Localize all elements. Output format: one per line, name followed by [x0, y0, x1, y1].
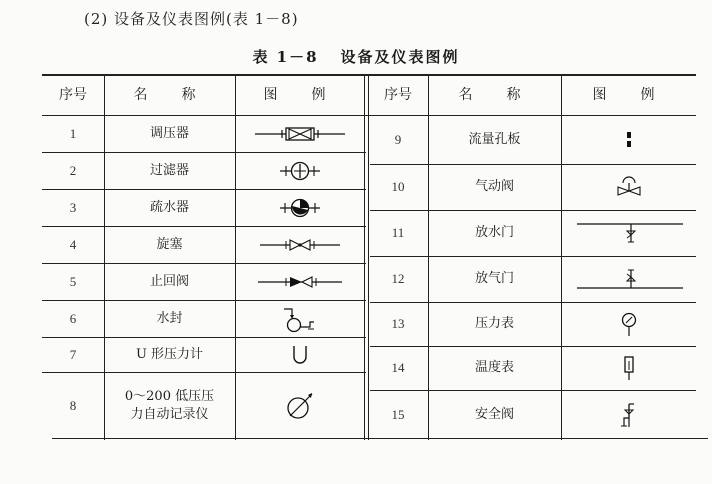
filter-icon — [235, 152, 364, 189]
center-double-rule — [364, 74, 365, 440]
table-row-name: 放气门 — [474, 271, 514, 286]
table-row-name-line: 力自动记录仪 — [130, 407, 209, 422]
thermometer-icon — [561, 346, 696, 390]
table-row-name: 旋塞 — [156, 236, 183, 252]
pressure-recorder-icon — [235, 372, 364, 440]
table-row-index: 8 — [69, 398, 77, 413]
u-tube-manometer-icon — [235, 337, 364, 372]
table-row-name: 调压器 — [149, 125, 189, 141]
table-row-name: 安全阀 — [474, 407, 514, 422]
table-row-name-line: 0～200 低压压 — [124, 389, 215, 404]
table-row-index: 9 — [394, 131, 402, 147]
table-row-index: 1 — [69, 125, 77, 141]
safety-valve-icon — [561, 390, 696, 440]
table-row-name: 水封 — [156, 310, 183, 326]
water-seal-icon — [235, 300, 364, 337]
section-heading: (2) 设备及仪表图例(表 1－8) — [84, 10, 299, 28]
table-caption — [0, 46, 712, 67]
pressure-regulator-icon — [235, 115, 364, 152]
table-row-index: 15 — [391, 407, 405, 422]
table-number: 表 1－8 — [252, 48, 319, 66]
header-name-right: 名 称 — [458, 86, 531, 103]
pressure-gauge-icon — [561, 302, 696, 346]
table-row-index: 12 — [391, 271, 405, 286]
legend-table — [42, 74, 696, 440]
header-index-right: 序号 — [384, 86, 412, 103]
table-row-name: U 形压力计 — [135, 346, 204, 362]
table-row-index: 6 — [69, 310, 77, 326]
plug-cock-icon — [235, 226, 364, 263]
steam-trap-icon — [235, 189, 364, 226]
table-row-name: 疏水器 — [149, 199, 189, 215]
pneumatic-valve-icon — [561, 164, 696, 210]
orifice-plate-icon — [561, 115, 696, 164]
header-symbol-left: 图 例 — [263, 86, 336, 103]
header-index-left: 序号 — [59, 86, 87, 103]
header-symbol-right: 图 例 — [592, 86, 665, 103]
table-row-index: 7 — [69, 346, 77, 362]
table-row-index: 3 — [69, 199, 77, 215]
table-row-index: 14 — [391, 360, 405, 375]
table-row-name: 温度表 — [474, 360, 514, 375]
header-name-left: 名 称 — [133, 86, 206, 103]
table-row-name — [104, 372, 235, 440]
table-row-index: 11 — [391, 225, 405, 240]
table-row-name: 止回阀 — [149, 273, 189, 289]
table-title: 设备及仪表图例 — [340, 48, 460, 66]
table-bottom-rule — [52, 438, 708, 439]
table-row-name: 压力表 — [474, 316, 514, 331]
table-row-index: 2 — [69, 162, 77, 178]
table-row-index: 4 — [69, 236, 77, 252]
table-row-index: 5 — [69, 273, 77, 289]
table-row-name: 气动阀 — [474, 179, 514, 194]
water-drain-valve-icon — [561, 210, 696, 256]
table-row-name: 放水门 — [474, 225, 514, 240]
table-row-index: 10 — [391, 179, 405, 194]
table-row-index: 13 — [391, 316, 405, 331]
air-vent-valve-icon — [561, 256, 696, 302]
table-row-name: 流量孔板 — [468, 131, 521, 147]
table-row-name: 过滤器 — [149, 162, 189, 178]
check-valve-icon — [235, 263, 364, 300]
